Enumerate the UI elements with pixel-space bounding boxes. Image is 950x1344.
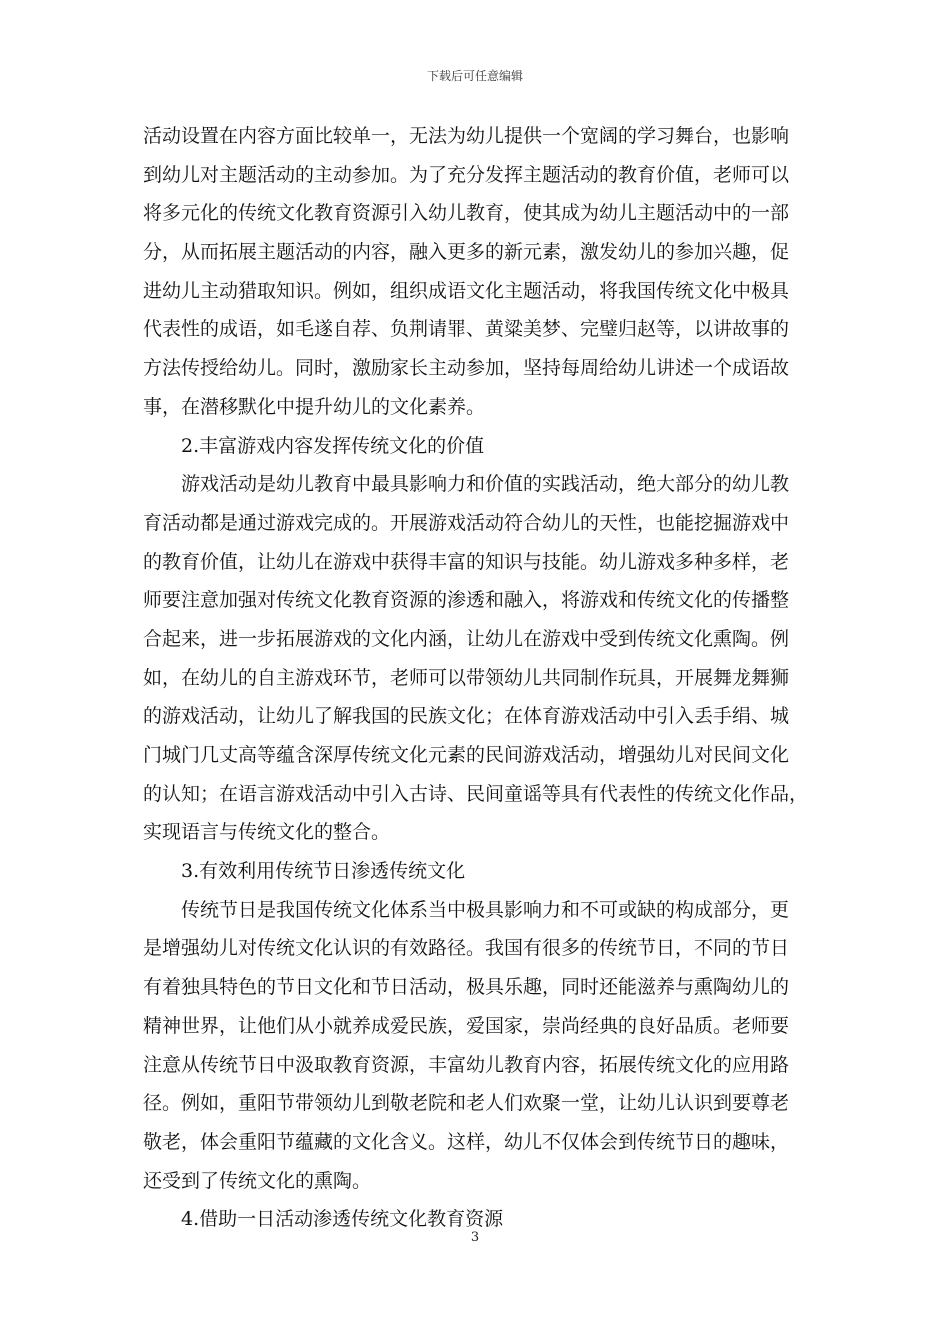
text-line: 敬老，体会重阳节蕴藏的文化含义。这样，幼儿不仅体会到传统节日的趣味， [143,1130,790,1153]
text-line: 如，在幼儿的自主游戏环节，老师可以带领幼儿共同制作玩具，开展舞龙舞狮 [143,666,790,689]
text-line: 合起来，进一步拓展游戏的文化内涵，让幼儿在游戏中受到传统文化熏陶。例 [143,627,790,650]
text-line: 育活动都是通过游戏完成的。开展游戏活动符合幼儿的天性，也能挖掘游戏中 [143,511,790,534]
page-number: 3 [470,1230,480,1245]
document-body [143,117,821,1239]
section-heading-4: 4.借助一日活动渗透传统文化教育资源 [181,1208,504,1231]
text-line: 传统节日是我国传统文化体系当中极具影响力和不可或缺的构成部分，更 [181,898,790,921]
text-line: 到幼儿对主题活动的主动参加。为了充分发挥主题活动的教育价值，老师可以 [143,163,790,186]
text-line: 代表性的成语，如毛遂自荐、负荆请罪、黄粱美梦、完璧归赵等，以讲故事的 [143,318,790,341]
paragraph-1 [143,117,821,427]
text-line: 有着独具特色的节日文化和节日活动，极具乐趣，同时还能滋养与熏陶幼儿的 [143,976,790,999]
text-line: 精神世界，让他们从小就养成爱民族，爱国家，崇尚经典的良好品质。老师要 [143,1014,790,1037]
text-line: 是增强幼儿对传统文化认识的有效路径。我国有很多的传统节日，不同的节日 [143,937,790,960]
text-line: 游戏活动是幼儿教育中最具影响力和价值的实践活动，绝大部分的幼儿教 [181,473,790,496]
text-line: 的教育价值，让幼儿在游戏中获得丰富的知识与技能。幼儿游戏多种多样，老 [143,550,790,573]
text-line: 将多元化的传统文化教育资源引入幼儿教育，使其成为幼儿主题活动中的一部 [143,202,790,225]
text-line: 活动设置在内容方面比较单一，无法为幼儿提供一个宽阔的学习舞台，也影响 [143,125,790,147]
text-line: 注意从传统节日中汲取教育资源，丰富幼儿教育内容，拓展传统文化的应用路 [143,1053,790,1076]
text-line: 事，在潜移默化中提升幼儿的文化素养。 [143,395,486,418]
text-line: 径。例如，重阳节带领幼儿到敬老院和老人们欢聚一堂，让幼儿认识到要尊老 [143,1092,790,1115]
text-line: 实现语言与传统文化的整合。 [143,821,391,844]
section-heading-2: 2.丰富游戏内容发挥传统文化的价值 [181,434,485,457]
paragraph-2 [143,465,821,852]
text-line: 的认知；在语言游戏活动中引入古诗、民间童谣等具有代表性的传统文化作品， [143,782,809,805]
text-line: 方法传授给幼儿。同时，激励家长主动参加，坚持每周给幼儿讲述一个成语故 [143,357,790,380]
text-line: 师要注意加强对传统文化教育资源的渗透和融入，将游戏和传统文化的传播整 [143,589,790,612]
text-line: 还受到了传统文化的熏陶。 [143,1169,372,1192]
header-note: 下载后可任意编辑 [426,69,523,83]
paragraph-3 [143,891,821,1201]
section-heading-3: 3.有效利用传统节日渗透传统文化 [181,860,466,883]
text-line: 进幼儿主动猎取知识。例如，组织成语文化主题活动，将我国传统文化中极具 [143,279,790,302]
text-line: 门城门几丈高等蕴含深厚传统文化元素的民间游戏活动，增强幼儿对民间文化 [143,744,790,766]
text-line: 分，从而拓展主题活动的内容，融入更多的新元素，激发幼儿的参加兴趣，促 [143,241,790,264]
text-line: 的游戏活动，让幼儿了解我国的民族文化；在体育游戏活动中引入丢手绢、城 [143,705,790,728]
